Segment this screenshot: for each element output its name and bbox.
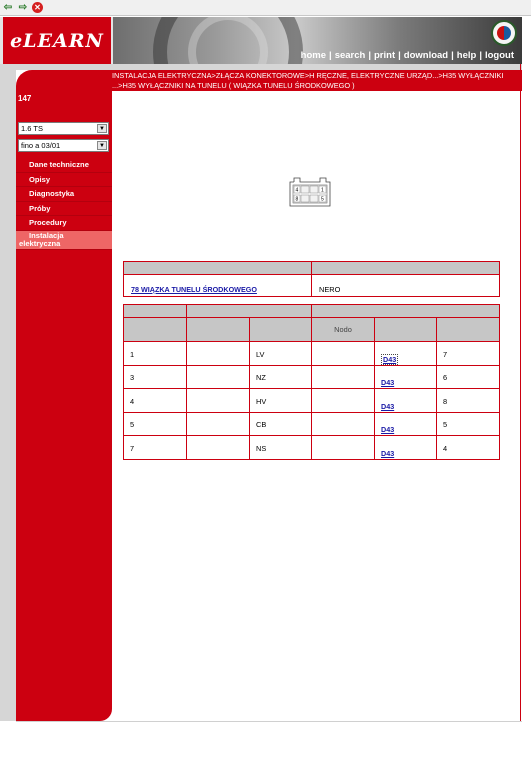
table-header-row <box>124 262 500 275</box>
nav-help-link[interactable]: help <box>456 50 477 61</box>
table-cell <box>187 436 250 460</box>
table-cell <box>312 365 375 389</box>
forward-arrow-icon[interactable]: ⇨ <box>18 1 28 13</box>
sidebar-item-procedury[interactable]: Procedury <box>16 216 112 231</box>
node-pin-cell: 6 <box>437 365 500 389</box>
logo-text: eLEARN <box>10 29 104 52</box>
code-cell: NZ <box>250 365 312 389</box>
table-header-row <box>124 305 500 318</box>
table-header-cell <box>124 318 187 342</box>
nav-separator: | <box>398 50 401 61</box>
table-header-cell <box>187 318 250 342</box>
node-cell <box>375 436 437 460</box>
table-header-cell <box>375 318 437 342</box>
table-cell <box>312 412 375 436</box>
table-row <box>124 342 500 366</box>
sidebar-item-diagnostyka[interactable]: Diagnostyka <box>16 187 112 202</box>
table-row <box>124 365 500 389</box>
sidebar-item-label: Instalacja <box>29 230 64 240</box>
nav-download-link[interactable]: download <box>403 50 449 61</box>
table-header-cell <box>124 262 312 275</box>
nav-print-link[interactable]: print <box>374 50 396 61</box>
table-header-cell <box>437 318 500 342</box>
breadcrumb: INSTALACJA ELEKTRYCZNA>ZŁĄCZA KONEKTOROWE>H RĘCZNE, ELEKTRYCZNE URZĄD...>H35 WYŁĄCZNIKI ...>H35 WYŁĄCZNIKI NA TUNELU ( WIĄZKA TUNELU ŚRODKOWEGO ) <box>112 71 504 90</box>
nav-logout-link[interactable]: logout <box>484 50 514 61</box>
table-cell <box>124 275 312 297</box>
alfa-romeo-badge-icon <box>491 20 517 46</box>
right-border <box>520 64 521 722</box>
nav-separator: | <box>451 50 454 61</box>
table-row <box>124 389 500 413</box>
harness-table <box>123 261 500 297</box>
table-row <box>124 275 500 297</box>
pin-cell: 4 <box>124 389 187 413</box>
node-header-cell: Nodo <box>312 318 375 342</box>
date-select[interactable] <box>18 139 109 152</box>
connector-pin-label: 1 <box>321 187 324 194</box>
table-header-cell <box>312 262 500 275</box>
nav-separator: | <box>479 50 482 61</box>
node-cell <box>375 365 437 389</box>
sidebar-nav <box>16 158 112 250</box>
model-name: 147 <box>18 94 32 103</box>
left-rail <box>0 64 16 721</box>
chevron-down-icon[interactable]: ▼ <box>97 124 107 133</box>
connector-pin-label: 4 <box>295 187 299 194</box>
table-header-cell <box>312 305 500 318</box>
browser-toolbar <box>0 0 531 16</box>
table-header-cell <box>187 305 312 318</box>
table-header-cell <box>124 305 187 318</box>
node-link[interactable]: D43 <box>381 401 395 411</box>
table-cell <box>312 342 375 366</box>
node-pin-cell: 7 <box>437 342 500 366</box>
pin-cell: 5 <box>124 412 187 436</box>
pins-table <box>123 304 500 460</box>
table-header-cell <box>250 318 312 342</box>
sidebar-item-instalacja-elektryczna[interactable] <box>16 231 112 250</box>
table-cell <box>312 436 375 460</box>
pin-cell: 1 <box>124 342 187 366</box>
nav-search-link[interactable]: search <box>334 50 366 61</box>
connector-diagram <box>288 176 332 208</box>
node-link[interactable]: D43 <box>383 354 397 364</box>
code-cell: CB <box>250 412 312 436</box>
node-pin-cell: 4 <box>437 436 500 460</box>
chevron-down-icon[interactable]: ▼ <box>97 141 107 150</box>
harness-link[interactable]: 78 WIĄZKA TUNELU ŚRODKOWEGO <box>131 284 257 294</box>
code-cell: NS <box>250 436 312 460</box>
sidebar-item-proby[interactable]: Próby <box>16 202 112 217</box>
code-cell: HV <box>250 389 312 413</box>
engine-select[interactable] <box>18 122 109 135</box>
date-select-value: fino a 03/01 <box>21 141 61 150</box>
node-pin-cell: 8 <box>437 389 500 413</box>
nav-separator: | <box>368 50 371 61</box>
sidebar-item-opisy[interactable]: Opisy <box>16 173 112 188</box>
pin-cell: 7 <box>124 436 187 460</box>
code-cell: LV <box>250 342 312 366</box>
engine-select-value: 1.6 TS <box>21 124 43 133</box>
banner-wheel-decoration-inner <box>188 17 268 64</box>
table-cell <box>312 389 375 413</box>
header <box>0 17 522 64</box>
stop-icon[interactable]: ✕ <box>32 2 43 13</box>
top-navigation <box>301 50 514 61</box>
back-arrow-icon[interactable]: ⇦ <box>3 1 13 13</box>
bottom-divider <box>16 721 522 722</box>
elearn-logo[interactable] <box>3 17 111 64</box>
node-link[interactable]: D43 <box>381 378 395 388</box>
node-pin-cell: 5 <box>437 412 500 436</box>
node-link[interactable]: D43 <box>381 448 395 458</box>
pin-cell: 3 <box>124 365 187 389</box>
sidebar-item-label: elektryczna <box>19 239 61 248</box>
sidebar-item-dane-techniczne[interactable]: Dane techniczne <box>16 158 112 173</box>
harness-color-cell: NERO <box>312 275 500 297</box>
table-cell <box>187 389 250 413</box>
table-cell <box>187 412 250 436</box>
node-link[interactable]: D43 <box>381 425 395 435</box>
connector-pin-label: 5 <box>321 196 324 203</box>
node-cell <box>375 389 437 413</box>
nav-separator: | <box>329 50 332 61</box>
table-cell <box>187 365 250 389</box>
connector-pin-label: 8 <box>295 196 299 203</box>
table-cell <box>187 342 250 366</box>
table-row <box>124 412 500 436</box>
nav-home-link[interactable]: home <box>300 50 327 61</box>
node-cell <box>375 412 437 436</box>
sidebar-bottom <box>16 707 112 721</box>
table-header-row <box>124 318 500 342</box>
table-row <box>124 436 500 460</box>
node-cell <box>375 342 437 366</box>
